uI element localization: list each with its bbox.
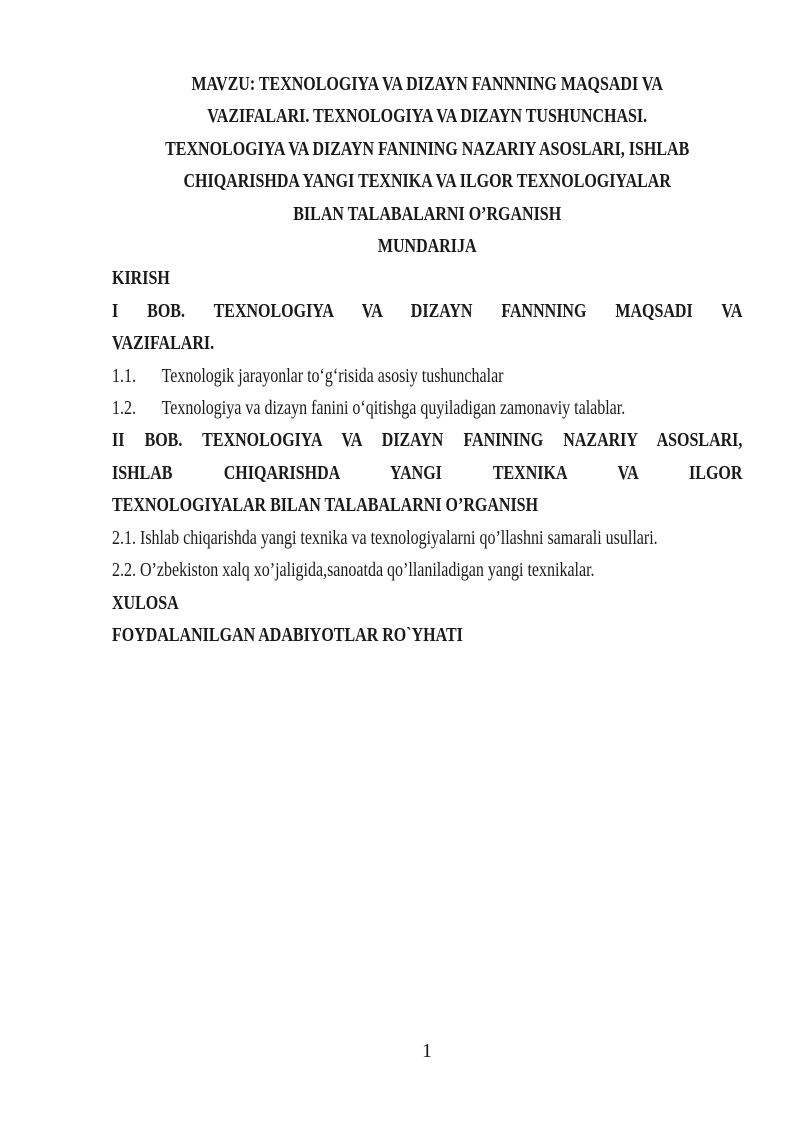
page-footer (112, 1035, 742, 1067)
contents-heading: MUNDARIJA (377, 235, 477, 258)
chapter2-heading-line2: ISHLAB CHIQARISHDA YANGI TEXNIKA VA ILGOR (112, 461, 743, 484)
toc-item-1-1 (112, 360, 742, 392)
table-of-contents (112, 262, 742, 651)
chapter2-heading-line1: II BOB. TEXNOLOGIYA VA DIZAYN FANINING NAZARIY ASOSLARI, (112, 429, 743, 452)
toc-item-2-2: 2.2. O’zbekiston xalq xo’jaligida,sanoatda qo’llaniladigan yangi texnikalar. (112, 559, 595, 582)
title-line-4: CHIQARISHDA YANGI TEXNIKA VA ILGOR TEXNOLOGIYALAR (183, 170, 671, 193)
chapter2-heading-line3: TEXNOLOGIYALAR BILAN TALABALARNI O’RGANISH (112, 494, 539, 517)
title-line-2: VAZIFALARI. TEXNOLOGIYA VA DIZAYN TUSHUNCHASI. (207, 105, 648, 128)
document-content (112, 68, 742, 651)
chapter1-heading-line2: VAZIFALARI. (112, 332, 215, 355)
title-block (112, 68, 742, 262)
toc-item-number: 1.2. (112, 397, 136, 420)
page-number: 1 (422, 1040, 432, 1062)
title-line-3: TEXNOLOGIYA VA DIZAYN FANINING NAZARIY ASOSLARI, ISHLAB (165, 137, 690, 160)
toc-kirish: KIRISH (112, 267, 170, 290)
toc-xulosa: XULOSA (112, 591, 179, 614)
toc-item-1-2 (112, 392, 742, 424)
toc-item-number: 1.1. (112, 364, 136, 387)
toc-references: FOYDALANILGAN ADABIYOTLAR RO`YHATI (112, 623, 463, 646)
toc-item-text: Texnologik jarayonlar to‘g‘risida asosiy tushunchalar (161, 364, 504, 387)
title-line-5: BILAN TALABALARNI O’RGANISH (293, 202, 562, 225)
chapter1-heading-line1: I BOB. TEXNOLOGIYA VA DIZAYN FANNNING MAQSADI VA (112, 299, 743, 322)
toc-item-text: Texnologiya va dizayn fanini o‘qitishga quyiladigan zamonaviy talablar. (161, 397, 626, 420)
title-line-1: MAVZU: TEXNOLOGIYA VA DIZAYN FANNNING MAQSADI VA (191, 73, 663, 95)
toc-item-2-1: 2.1. Ishlab chiqarishda yangi texnika va texnologiyalarni qo’llashni samarali usullari. (112, 526, 658, 549)
